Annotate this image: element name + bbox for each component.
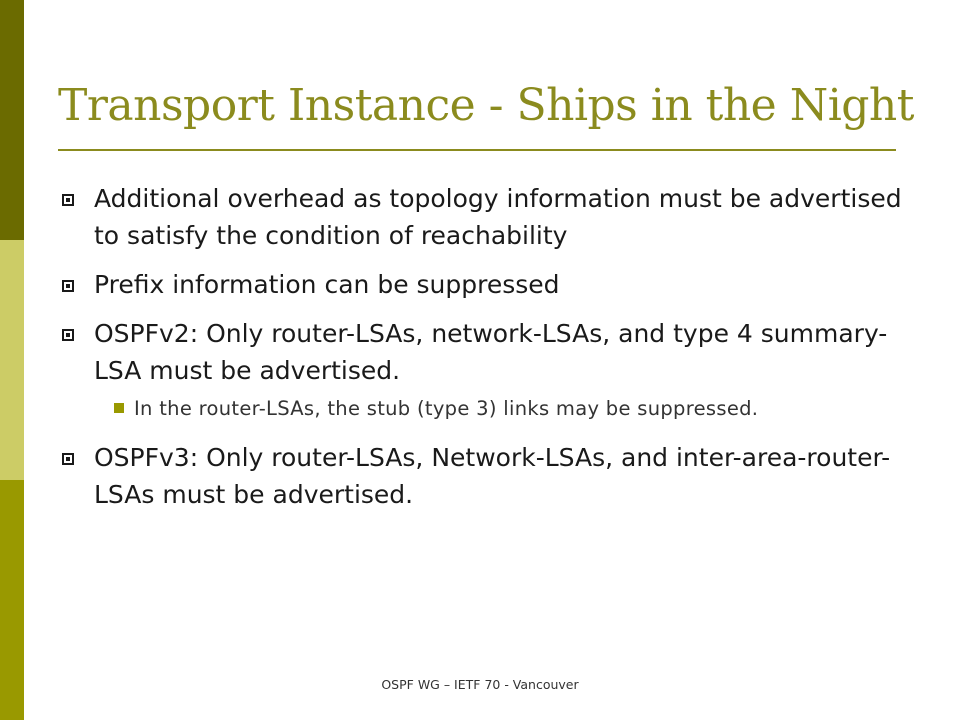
- sidebar-band-light: [0, 240, 24, 480]
- bullet-item: [58, 266, 918, 303]
- bullet-text: Additional overhead as topology information must be advertised to satisfy the condition of reachability: [94, 184, 902, 250]
- bullet-item: [58, 439, 918, 513]
- boxed-square-bullet-icon: [62, 453, 74, 465]
- bullet-list: [58, 180, 918, 525]
- square-bullet-icon: [114, 403, 124, 413]
- bullet-text: OSPFv3: Only router-LSAs, Network-LSAs, and inter-area-router-LSAs must be advertised.: [94, 443, 891, 509]
- boxed-square-bullet-icon: [62, 194, 74, 206]
- boxed-square-bullet-icon: [62, 329, 74, 341]
- boxed-square-bullet-icon: [62, 280, 74, 292]
- slide-footer: OSPF WG – IETF 70 - Vancouver: [381, 677, 579, 692]
- bullet-text: OSPFv2: Only router-LSAs, network-LSAs, and type 4 summary-LSA must be advertised.: [94, 319, 888, 385]
- bullet-item: [58, 315, 918, 389]
- slide-title: Transport Instance - Ships in the Night: [58, 80, 914, 131]
- bullet-text: Prefix information can be suppressed: [94, 270, 560, 299]
- sub-bullet-item: [58, 393, 918, 425]
- title-underline: [58, 149, 896, 151]
- sidebar-band-dark: [0, 0, 24, 240]
- sidebar-decoration: [0, 0, 24, 720]
- sub-bullet-text: In the router-LSAs, the stub (type 3) links may be suppressed.: [134, 397, 759, 420]
- bullet-item: [58, 180, 918, 254]
